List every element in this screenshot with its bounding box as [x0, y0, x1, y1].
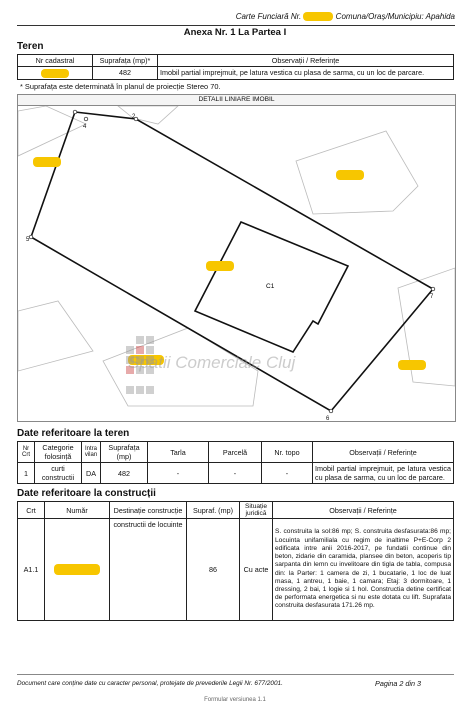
- col-header: Număr: [45, 502, 110, 519]
- plan-frame: [17, 94, 456, 422]
- page-title: Anexa Nr. 1 La Partea I: [183, 27, 287, 38]
- table-cell: -: [148, 463, 209, 484]
- table-cell: [45, 519, 110, 621]
- redacted-field: [206, 261, 234, 271]
- table-cell: -: [262, 463, 313, 484]
- col-header: Observații / Referințe: [313, 442, 454, 463]
- vertex-label: 7: [430, 294, 434, 300]
- table-cell: A1.1: [18, 519, 45, 621]
- col-header: Destinație construcție: [110, 502, 187, 519]
- col-header: Tarla: [148, 442, 209, 463]
- vertex-label: 2: [132, 114, 136, 120]
- table-cell: [18, 67, 93, 80]
- col-header: Nr cadastral: [18, 55, 93, 67]
- col-header: Suprafața (mp)*: [93, 55, 158, 67]
- footer-note: Document care conține date cu caracter personal, protejate de prevederile Legii Nr. 677/2001.: [17, 680, 283, 687]
- header-prefix: Carte Funciară Nr.: [235, 12, 302, 21]
- table-cell: S. construita la sol:86 mp; S. construita desfasurata:86 mp; Locuinta unifamiliala cu regim de inaltime P+E-Corp 2 edificata intre anii 2016-2017, pe fundatii continue din beton, zidarie din caramida, plansee din beton, acoperis tip sarpanta din lemn cu invelitoare din tigla de tabla, compusa din: la Parter: 1 camera de zi, 1 bucatarie, 1 loc de luat masa, 1 antreu, 1 baie, 1 camara; Etaj: 3 dormitoare, 1 dressing, 2 bai, 1 logie si 1 hol. Constructia detine certificat de performata energetica si nu este dotata cu lift. Suprafata construita desfasurata 171.26 mp.: [273, 519, 454, 621]
- col-header: Parcelă: [209, 442, 262, 463]
- col-header: Observații / Referințe: [158, 55, 454, 67]
- redacted-field: [303, 12, 333, 21]
- plan-drawing: [18, 106, 455, 422]
- table-cell: DA: [82, 463, 101, 484]
- redacted-field: [41, 69, 69, 78]
- col-header: Categorie folosință: [35, 442, 82, 463]
- redacted-field: [336, 170, 364, 180]
- footnote: * Suprafața este determinată în planul de proiecție Stereo 70.: [20, 82, 221, 91]
- section-heading-teren-ref: Date referitoare la teren: [17, 428, 130, 439]
- redacted-field: [398, 360, 426, 370]
- section-heading-constructii: Date referitoare la construcții: [17, 488, 156, 499]
- col-header: Suprafața (mp): [101, 442, 148, 463]
- redacted-field: [33, 157, 61, 167]
- table-cell: 482: [93, 67, 158, 80]
- table-cell: constructii de locuinte: [110, 519, 187, 621]
- table-cell: 86: [187, 519, 240, 621]
- page-number: Pagina 2 din 3: [375, 679, 421, 688]
- col-header: Nr. topo: [262, 442, 313, 463]
- table-cell: Imobil partial imprejmuit, pe latura vestica cu plasa de sarma, cu un loc de parcare.: [313, 463, 454, 484]
- teren-ref-table: [17, 441, 454, 484]
- table-cell: Imobil partial imprejmuit, pe latura vestica cu plasa de sarma, cu un loc de parcare.: [158, 67, 454, 80]
- footer-rule: [17, 674, 454, 675]
- table-cell: 1: [18, 463, 35, 484]
- section-heading-teren: Teren: [17, 41, 44, 52]
- table-cell: -: [209, 463, 262, 484]
- building-label: C1: [266, 283, 275, 290]
- col-header: Crt: [18, 502, 45, 519]
- table-cell: Cu acte: [240, 519, 273, 621]
- teren-table: [17, 54, 454, 80]
- redacted-field: [54, 564, 100, 575]
- constructii-table: [17, 501, 454, 621]
- vertex-label: 4: [83, 124, 87, 130]
- plan-title: DETALII LINIARE IMOBIL: [18, 95, 455, 106]
- watermark-text: Spatii Comerciale Cluj: [128, 353, 296, 372]
- col-header: Nr Crt: [18, 442, 35, 463]
- col-header: Supraf. (mp): [187, 502, 240, 519]
- vertex-label: 5: [26, 237, 30, 243]
- vertex-label: 6: [326, 416, 330, 422]
- col-header: Observații / Referințe: [273, 502, 454, 519]
- col-header: Intra vilan: [82, 442, 101, 463]
- table-cell: curti constructii: [35, 463, 82, 484]
- page-header: [17, 12, 455, 26]
- col-header: Situație juridică: [240, 502, 273, 519]
- header-location: Comuna/Oraș/Municipiu: Apahida: [335, 12, 455, 21]
- table-cell: 482: [101, 463, 148, 484]
- form-version: Formular versiunea 1.1: [204, 697, 266, 703]
